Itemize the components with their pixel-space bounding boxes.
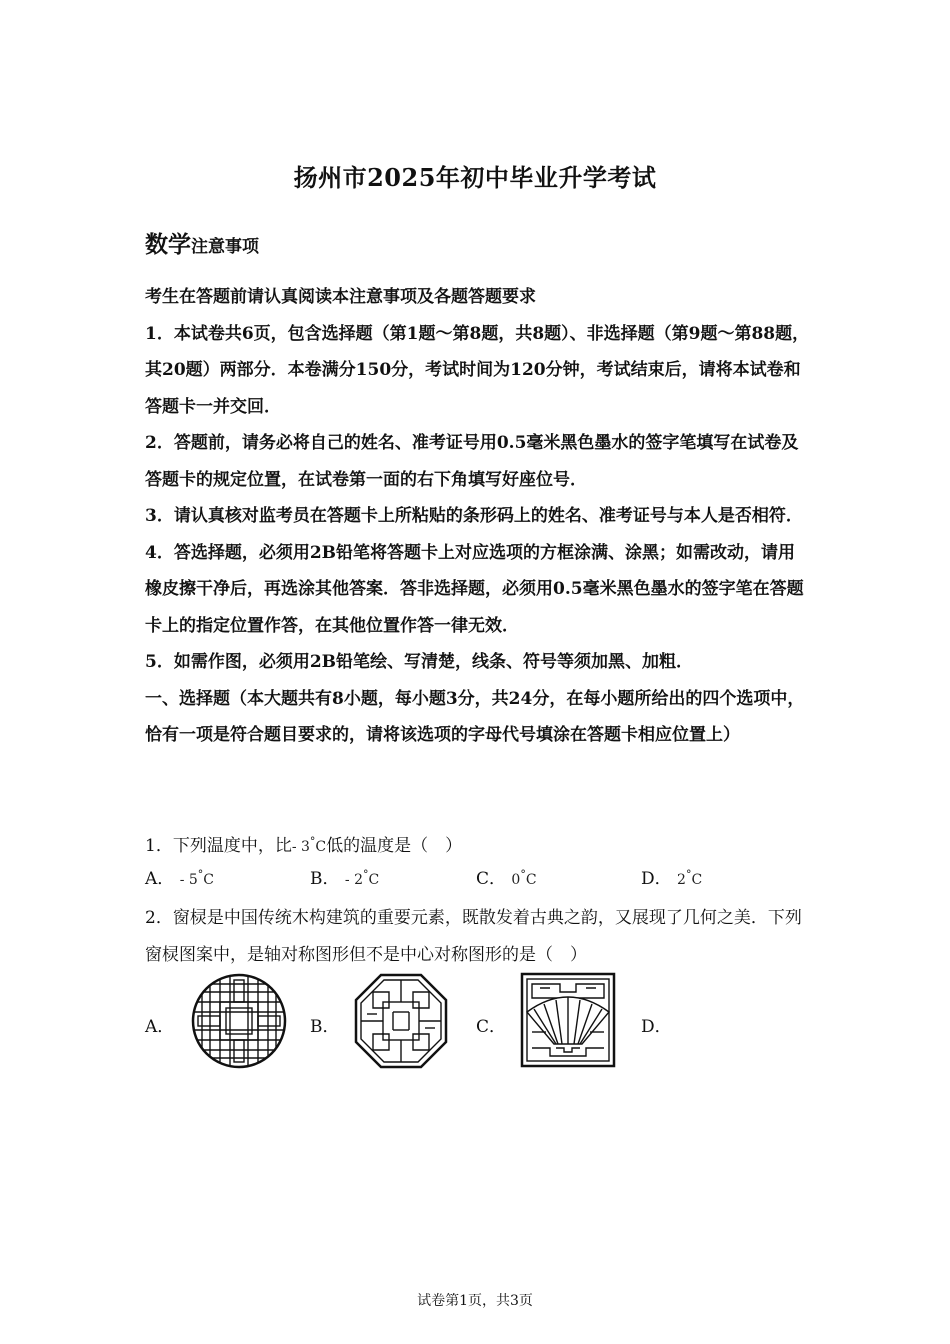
option-c[interactable]: C． 0°C [476, 868, 537, 889]
note-item-4: 4．答选择题，必须用2B铅笔将答题卡上对应选项的方框涂满、涂黑；如需改动，请用橡皮擦干净后，再选涂其他答案．答非选择题，必须用0.5毫米黑色墨水的签字笔在答题卡上的指定位置作答，在其他位置作答一律无效． [145, 542, 804, 636]
round-lattice-figure [190, 972, 288, 1070]
notes-heading: 注意事项 [191, 237, 259, 257]
option-a[interactable]: A． - 5°C [145, 868, 214, 889]
notes-intro: 考生在答题前请认真阅读本注意事项及各题答题要求 [145, 287, 536, 307]
option-d[interactable]: D． 2°C [641, 868, 703, 889]
question-1-prefix: 1．下列温度中，比 [145, 836, 292, 856]
option-b[interactable]: B． - 2°C [310, 868, 380, 889]
question-1-suffix: 低的温度是（ ） [326, 836, 463, 856]
question-1 [145, 824, 810, 866]
question-2-text: 2．窗棂是中国传统木构建筑的重要元素，既散发着古典之韵，又展现了几何之美．下列窗棂图案中，是轴对称图形但不是中心对称图形的是（ ） [145, 908, 802, 965]
question-2-options [145, 972, 810, 1072]
page-footer: 试卷第1页，共3页 [417, 1293, 533, 1309]
note-item-1: 1．本试卷共6页，包含选择题（第1题～第8题，共8题）、非选择题（第9题～第88题，其20题）两部分．本卷满分150分，考试时间为120分钟，考试结束后，请将本试卷和答题卡一并交回． [145, 323, 810, 417]
option-d-label[interactable]: D． [641, 1017, 672, 1037]
option-a-label[interactable]: A． [145, 1017, 175, 1037]
option-b-label[interactable]: B． [310, 1017, 340, 1037]
notes-section [145, 279, 810, 754]
subject-heading [145, 226, 259, 259]
option-c-label[interactable]: C． [476, 1017, 507, 1037]
octagon-lattice-figure [353, 972, 449, 1070]
exam-title: 扬州市2025年初中毕业升学考试 [293, 163, 657, 192]
note-item-3: 3．请认真核对监考员在答题卡上所粘贴的条形码上的姓名、准考证号与本人是否相符． [145, 506, 803, 526]
note-item-5: 5．如需作图，必须用2B铅笔绘、写清楚，线条、符号等须加黑、加粗． [145, 652, 694, 672]
fan-lattice-figure [520, 972, 616, 1068]
subject-name: 数学 [145, 231, 191, 258]
section-heading: 一、选择题（本大题共有8小题，每小题3分，共24分，在每小题所给出的四个选项中，恰有一项是符合题目要求的，请将该选项的字母代号填涂在答题卡相应位置上） [145, 688, 805, 745]
note-item-2: 2．答题前，请务必将自己的姓名、准考证号用0.5毫米黑色墨水的签字笔填写在试卷及答题卡的规定位置，在试卷第一面的右下角填写好座位号． [145, 433, 799, 490]
question-2 [145, 900, 810, 973]
question-1-options [145, 864, 810, 892]
question-1-temperature: - 3°C [291, 835, 327, 855]
